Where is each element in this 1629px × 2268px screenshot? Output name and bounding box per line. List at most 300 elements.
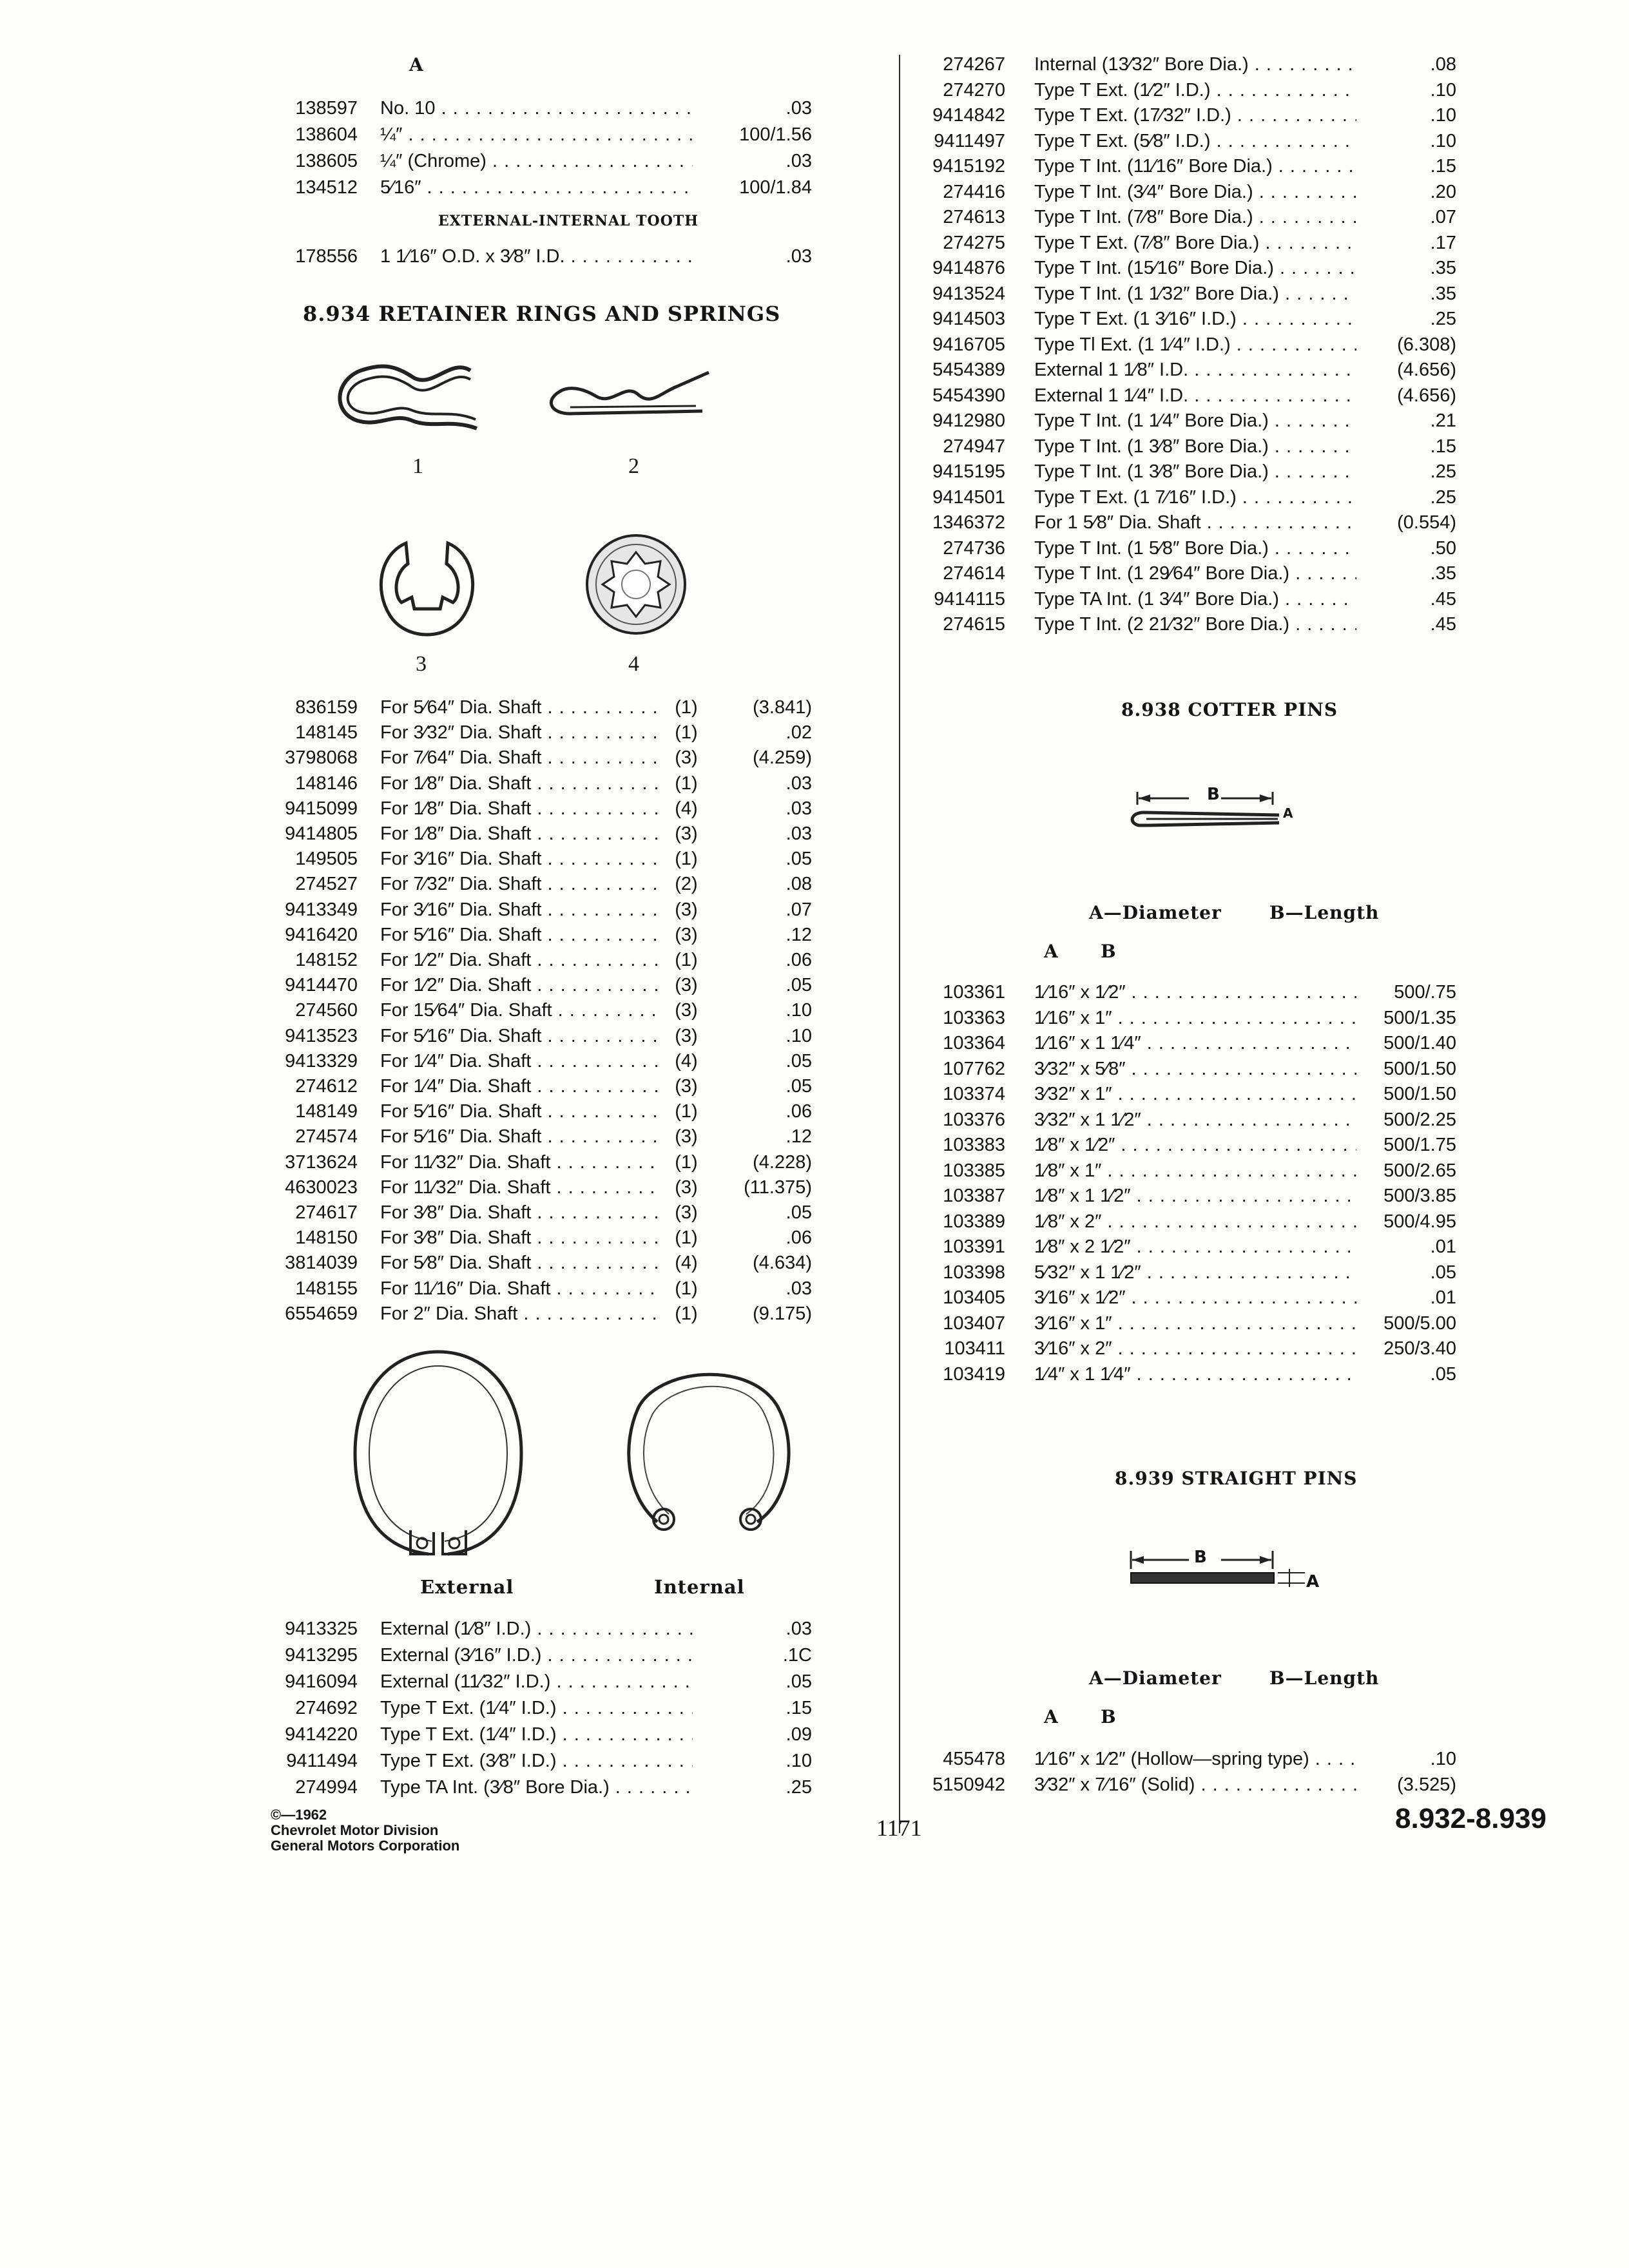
parts-row: [912, 434, 1466, 459]
part-number: 9415099: [285, 798, 358, 819]
part-description: For 11⁄32″ Dia. Shaft . . .: [380, 1149, 657, 1175]
parts-row: [271, 1023, 825, 1049]
part-price: .01: [1430, 1236, 1456, 1257]
part-price: 500/1.40: [1383, 1033, 1456, 1053]
parts-row: [912, 357, 1466, 383]
part-number: 138605: [295, 151, 358, 171]
part-price: .05: [1430, 1262, 1456, 1283]
part-price: 250/3.40: [1383, 1338, 1456, 1359]
parts-row: [912, 1158, 1466, 1184]
part-price: (4.656): [1397, 360, 1456, 380]
part-description: Type T Int. (15⁄16″ Bore Dia.) . . .: [1034, 255, 1356, 281]
division-line: Chevrolet Motor Division: [271, 1822, 439, 1838]
part-quantity: (3): [675, 1076, 698, 1097]
part-price: .05: [786, 1076, 812, 1097]
parts-row: [271, 997, 825, 1023]
part-description: 1 1⁄16″ O.D. x 3⁄8″ I.D. . . .: [380, 244, 693, 269]
part-number: 9414501: [932, 486, 1005, 508]
parts-row: [271, 1250, 825, 1276]
part-description: For 7⁄64″ Dia. Shaft . . .: [380, 745, 657, 771]
cotter-legend-diameter: A—Diameter: [1089, 902, 1222, 923]
part-description: Type T Int. (1 1⁄32″ Bore Dia.) . . .: [1034, 281, 1356, 307]
part-description: 1⁄4″ x 1 1⁄4″ . . .: [1034, 1361, 1356, 1387]
part-number: 9414470: [285, 975, 358, 996]
part-price: .50: [1430, 537, 1456, 559]
part-description: Type TA Int. (3⁄8″ Bore Dia.) . . .: [380, 1774, 693, 1800]
straight-figure-b-label: B: [1194, 1548, 1207, 1567]
part-price: .08: [786, 874, 812, 895]
part-description: For 1⁄2″ Dia. Shaft . . .: [380, 972, 657, 998]
part-description: For 1⁄4″ Dia. Shaft . . .: [380, 1048, 657, 1074]
part-number: 103405: [943, 1287, 1005, 1308]
figure-4-push-nut-drawing: [583, 532, 689, 638]
part-description: External (11⁄32″ I.D.) . . .: [380, 1669, 693, 1695]
parts-row: [271, 972, 825, 998]
part-description: ¼″ . . .: [380, 122, 693, 148]
parts-row: [271, 122, 825, 148]
parts-row: [271, 1642, 825, 1668]
part-price: .05: [786, 849, 812, 870]
part-description: For 5⁄16″ Dia. Shaft . . .: [380, 1099, 657, 1124]
part-number: 274994: [295, 1777, 358, 1798]
parts-row: [912, 1311, 1466, 1336]
part-price: 500/2.25: [1383, 1109, 1456, 1130]
part-description: For 1⁄8″ Dia. Shaft . . .: [380, 821, 657, 847]
part-price: (11.375): [744, 1177, 812, 1198]
parts-row: [912, 332, 1466, 358]
part-number: 9414220: [285, 1724, 358, 1745]
part-price: .05: [786, 1202, 812, 1223]
parts-row: [271, 1616, 825, 1642]
part-quantity: (3): [675, 823, 698, 844]
part-description: For 11⁄32″ Dia. Shaft . . .: [380, 1175, 657, 1200]
part-quantity: (1): [675, 1151, 698, 1173]
part-number: 5150942: [932, 1774, 1005, 1795]
internal-ring-drawing: [619, 1353, 796, 1559]
straight-figure-a-label: A: [1306, 1572, 1320, 1591]
parts-row: [271, 148, 825, 174]
part-price: .10: [1430, 79, 1456, 101]
parts-row: [271, 175, 825, 200]
part-number: 103391: [943, 1236, 1005, 1257]
part-number: 274614: [943, 563, 1005, 584]
parts-row: [912, 1107, 1466, 1133]
parts-row: [912, 52, 1466, 77]
part-number: 274270: [943, 79, 1005, 101]
figure-1-label: 1: [412, 454, 423, 478]
part-description: Type T Int. (1 5⁄8″ Bore Dia.) . . .: [1034, 535, 1356, 561]
parts-row: [912, 1183, 1466, 1209]
parts-row: [912, 153, 1466, 179]
part-price: (3.525): [1397, 1774, 1456, 1795]
part-price: .02: [786, 722, 812, 744]
part-number: 274267: [943, 54, 1005, 75]
part-quantity: (1): [675, 1303, 698, 1324]
cotter-figure-b-label: B: [1207, 785, 1220, 804]
part-number: 9412980: [932, 410, 1005, 431]
part-description: 1⁄16″ x 1⁄2″ . . .: [1034, 979, 1356, 1005]
corporation-line: General Motors Corporation: [271, 1838, 460, 1854]
figure-3-label: 3: [416, 652, 427, 676]
part-number: 103389: [943, 1211, 1005, 1232]
parts-row: [912, 586, 1466, 612]
cotter-legend-length: B—Length: [1269, 902, 1380, 923]
straight-col-b: B: [1101, 1706, 1117, 1727]
part-description: Type T Int. (1 3⁄8″ Bore Dia.) . . .: [1034, 459, 1356, 485]
part-price: 500/1.75: [1383, 1135, 1456, 1155]
part-description: Type T Ext. (5⁄8″ I.D.) . . .: [1034, 128, 1356, 154]
part-price: .03: [786, 1278, 812, 1299]
part-price: 500/3.85: [1383, 1186, 1456, 1206]
parts-row: [271, 1669, 825, 1695]
part-number: 274560: [295, 1000, 358, 1021]
part-quantity: (3): [675, 747, 698, 769]
retainer-section-title: 8.934 RETAINER RINGS AND SPRINGS: [303, 302, 781, 326]
part-number: 9414805: [285, 823, 358, 844]
part-price: .10: [786, 1000, 812, 1021]
part-quantity: (1): [675, 1101, 698, 1122]
part-number: 9414115: [934, 588, 1005, 610]
part-price: .10: [1430, 105, 1456, 126]
parts-row: [912, 230, 1466, 256]
part-description: For 5⁄16″ Dia. Shaft . . .: [380, 1023, 657, 1049]
part-number: 274613: [943, 207, 1005, 227]
part-description: For 1⁄8″ Dia. Shaft . . .: [380, 796, 657, 822]
part-number: 274736: [943, 537, 1005, 559]
part-number: 134512: [295, 177, 358, 198]
parts-row: [271, 1200, 825, 1225]
part-description: For 3⁄16″ Dia. Shaft . . .: [380, 897, 657, 923]
part-quantity: (1): [675, 849, 698, 870]
parts-row: [271, 1175, 825, 1200]
part-price: .03: [786, 773, 812, 794]
part-description: Type T Int. (7⁄8″ Bore Dia.) . . .: [1034, 204, 1356, 230]
part-price: .25: [1430, 461, 1456, 482]
part-number: 148145: [295, 722, 358, 744]
part-description: 3⁄16″ x 2″ . . .: [1034, 1336, 1356, 1361]
part-description: Type T Int. (2 21⁄32″ Bore Dia.) . . .: [1034, 611, 1356, 637]
part-price: .01: [1430, 1287, 1456, 1308]
part-description: Type T Ext. (1⁄4″ I.D.) . . .: [380, 1695, 693, 1721]
part-description: 1⁄16″ x 1″ . . .: [1034, 1005, 1356, 1031]
part-description: For 15⁄64″ Dia. Shaft . . .: [380, 997, 657, 1023]
part-quantity: (4): [675, 798, 698, 819]
part-number: 103376: [943, 1109, 1005, 1130]
parts-row: [912, 1132, 1466, 1158]
part-price: .07: [1430, 207, 1456, 227]
parts-row: [912, 1005, 1466, 1031]
part-price: .03: [786, 98, 812, 119]
page-number: 1171: [876, 1815, 922, 1841]
part-number: 3798068: [285, 747, 358, 769]
straight-legend-diameter: A—Diameter: [1089, 1667, 1222, 1689]
part-price: 500/5.00: [1383, 1312, 1456, 1334]
part-price: 500/1.50: [1383, 1084, 1456, 1104]
parts-row: [912, 535, 1466, 561]
part-price: .10: [1430, 1749, 1456, 1769]
part-description: Internal (13⁄32″ Bore Dia.) . . .: [1034, 52, 1356, 77]
part-description: No. 10 . . .: [380, 95, 693, 121]
part-description: 3⁄16″ x 1⁄2″ . . .: [1034, 1285, 1356, 1311]
part-number: 148155: [295, 1278, 358, 1299]
part-description: Type T Int. (11⁄16″ Bore Dia.) . . .: [1034, 153, 1356, 179]
cotter-section-title: 8.938 COTTER PINS: [1121, 699, 1338, 720]
parts-row: [912, 1772, 1466, 1798]
part-description: 3⁄32″ x 1 1⁄2″ . . .: [1034, 1107, 1356, 1133]
parts-row: [271, 796, 825, 822]
parts-row: [912, 1361, 1466, 1387]
part-description: For 1⁄4″ Dia. Shaft . . .: [380, 1073, 657, 1099]
part-description: 1⁄8″ x 1 1⁄2″ . . .: [1034, 1183, 1356, 1209]
part-description: External 1 1⁄4″ I.D. . . .: [1034, 383, 1356, 408]
part-number: 148149: [295, 1101, 358, 1122]
part-price: .05: [1430, 1363, 1456, 1385]
part-description: Type T Int. (1 29⁄64″ Bore Dia.) . . .: [1034, 561, 1356, 586]
parts-row: [912, 1746, 1466, 1772]
part-price: (4.259): [753, 747, 812, 769]
part-price: .25: [1430, 309, 1456, 329]
parts-row: [912, 1209, 1466, 1235]
part-number: 9413349: [285, 899, 358, 920]
part-description: 3⁄32″ x 7⁄16″ (Solid) . . .: [1034, 1772, 1356, 1798]
part-price: 500/1.35: [1383, 1007, 1456, 1028]
part-price: .07: [786, 899, 812, 920]
part-description: For 7⁄32″ Dia. Shaft . . .: [380, 871, 657, 897]
parts-row: [271, 821, 825, 847]
parts-row: [271, 1695, 825, 1721]
part-description: For 3⁄32″ Dia. Shaft . . .: [380, 720, 657, 745]
parts-row: [271, 1149, 825, 1175]
part-number: 3713624: [285, 1151, 358, 1173]
part-description: Type T Ext. (7⁄8″ Bore Dia.) . . .: [1034, 230, 1356, 256]
part-price: .03: [786, 823, 812, 844]
parts-row: [912, 408, 1466, 434]
part-description: Type TA Int. (1 3⁄4″ Bore Dia.) . . .: [1034, 586, 1356, 612]
external-ring-label: External: [420, 1576, 514, 1598]
part-quantity: (1): [675, 773, 698, 794]
part-description: External (3⁄16″ I.D.) . . .: [380, 1642, 693, 1668]
part-price: (3.841): [753, 697, 812, 718]
part-quantity: (2): [675, 874, 698, 895]
part-description: 3⁄16″ x 1″ . . .: [1034, 1311, 1356, 1336]
part-description: 1⁄8″ x 1″ . . .: [1034, 1158, 1356, 1184]
part-description: External 1 1⁄8″ I.D. . . .: [1034, 357, 1356, 383]
part-description: Type T Ext. (1⁄2″ I.D.) . . .: [1034, 77, 1356, 103]
parts-row: [271, 771, 825, 796]
part-number: 5454390: [932, 385, 1005, 406]
part-number: 836159: [295, 697, 358, 718]
parts-row: [271, 1301, 825, 1327]
part-number: 149505: [295, 849, 358, 870]
part-number: 178556: [295, 246, 358, 267]
part-description: 1⁄16″ x 1⁄2″ (Hollow—spring type) . . .: [1034, 1746, 1356, 1772]
external-ring-drawing: [351, 1347, 525, 1559]
part-price: .05: [786, 975, 812, 996]
part-number: 274612: [295, 1076, 358, 1097]
part-number: 4630023: [285, 1177, 358, 1198]
part-price: .05: [786, 1050, 812, 1072]
part-quantity: (3): [675, 899, 698, 920]
parts-row: [912, 1056, 1466, 1082]
part-price: .12: [786, 1126, 812, 1148]
part-price: (4.228): [753, 1151, 812, 1173]
part-number: 9413523: [285, 1025, 358, 1046]
part-quantity: (3): [675, 975, 698, 996]
part-description: 1⁄8″ x 2″ . . .: [1034, 1209, 1356, 1235]
part-description: 1⁄16″ x 1 1⁄4″ . . .: [1034, 1030, 1356, 1056]
part-description: For 5⁄8″ Dia. Shaft . . .: [380, 1250, 657, 1276]
part-number: 1346372: [932, 512, 1005, 533]
part-description: 1⁄8″ x 1⁄2″ . . .: [1034, 1132, 1356, 1158]
part-price: 500/4.95: [1383, 1211, 1456, 1232]
parts-row: [912, 1081, 1466, 1107]
external-internal-tooth-heading: EXTERNAL-INTERNAL TOOTH: [438, 213, 699, 229]
part-price: .10: [786, 1025, 812, 1046]
part-number: 9413325: [285, 1619, 358, 1639]
parts-row: [912, 204, 1466, 230]
part-number: 9411494: [286, 1751, 358, 1771]
parts-row: [271, 1048, 825, 1074]
part-description: ¼″ (Chrome) . . .: [380, 148, 693, 174]
straight-legend-length: B—Length: [1269, 1667, 1380, 1689]
parts-row: [271, 871, 825, 897]
parts-row: [912, 1030, 1466, 1056]
part-number: 9415192: [932, 156, 1005, 177]
parts-row: [912, 128, 1466, 154]
parts-row: [912, 1336, 1466, 1361]
part-quantity: (3): [675, 1126, 698, 1148]
part-number: 138597: [295, 98, 358, 119]
parts-row: [271, 1722, 825, 1747]
parts-row: [912, 611, 1466, 637]
part-price: 100/1.56: [739, 124, 812, 145]
parts-row: [271, 947, 825, 973]
parts-row: [912, 1234, 1466, 1260]
part-number: 9414503: [932, 309, 1005, 329]
part-number: 148152: [295, 950, 358, 970]
part-price: .25: [786, 1777, 812, 1798]
cotter-figure-a-label: A: [1283, 805, 1293, 821]
part-quantity: (4): [675, 1253, 698, 1274]
part-number: 148146: [295, 773, 358, 794]
part-quantity: (1): [675, 1227, 698, 1249]
part-number: 103374: [943, 1084, 1005, 1104]
part-price: .03: [786, 798, 812, 819]
part-number: 9416094: [285, 1671, 358, 1692]
part-number: 103385: [943, 1160, 1005, 1181]
parts-row: [271, 1748, 825, 1774]
part-number: 103407: [943, 1312, 1005, 1334]
parts-row: [271, 695, 825, 720]
part-price: (9.175): [753, 1303, 812, 1324]
part-price: 500/2.65: [1383, 1160, 1456, 1181]
part-description: For 1⁄8″ Dia. Shaft . . .: [380, 771, 657, 796]
part-quantity: (1): [675, 950, 698, 970]
part-price: .03: [786, 246, 812, 267]
section-range: 8.932-8.939: [1395, 1803, 1547, 1834]
parts-row: [271, 95, 825, 121]
part-number: 148150: [295, 1227, 358, 1249]
part-price: .05: [786, 1671, 812, 1692]
copyright-line: ©—1962: [271, 1807, 327, 1823]
straight-section-title: 8.939 STRAIGHT PINS: [1115, 1468, 1358, 1489]
part-number: 9413329: [285, 1050, 358, 1072]
part-number: 274617: [295, 1202, 358, 1223]
part-number: 103361: [943, 982, 1005, 1003]
part-quantity: (1): [675, 697, 698, 718]
part-price: .25: [1430, 486, 1456, 508]
part-description: For 3⁄8″ Dia. Shaft . . .: [380, 1200, 657, 1225]
part-price: (4.634): [753, 1253, 812, 1274]
part-description: Type T Ext. (17⁄32″ I.D.) . . .: [1034, 102, 1356, 128]
part-description: Type T Ext. (1⁄4″ I.D.) . . .: [380, 1722, 693, 1747]
part-quantity: (1): [675, 1278, 698, 1299]
part-number: 274615: [943, 614, 1005, 635]
part-price: .15: [1430, 436, 1456, 457]
parts-row: [271, 897, 825, 923]
part-quantity: (1): [675, 722, 698, 744]
cotter-col-a: A: [1044, 941, 1059, 962]
cotter-pin-drawing: [1124, 783, 1331, 834]
part-number: 274947: [943, 436, 1005, 457]
part-number: 9413524: [932, 283, 1005, 304]
part-price: .45: [1430, 614, 1456, 635]
part-price: (6.308): [1397, 334, 1456, 355]
straight-col-a: A: [1044, 1706, 1059, 1727]
part-price: .21: [1430, 410, 1456, 431]
part-price: 500/.75: [1394, 982, 1456, 1003]
part-description: For 1 5⁄8″ Dia. Shaft . . .: [1034, 510, 1356, 535]
figure-2-hairpin-clip-drawing: [541, 361, 715, 432]
part-price: .35: [1430, 563, 1456, 584]
figure-2-label: 2: [628, 454, 639, 478]
part-description: Type T Int. (1 1⁄4″ Bore Dia.) . . .: [1034, 408, 1356, 434]
part-price: (0.554): [1397, 512, 1456, 533]
part-number: 103363: [943, 1007, 1005, 1028]
parts-row: [271, 745, 825, 771]
part-price: .20: [1430, 181, 1456, 202]
part-description: For 5⁄16″ Dia. Shaft . . .: [380, 922, 657, 948]
part-price: .45: [1430, 588, 1456, 610]
parts-row: [912, 510, 1466, 535]
parts-row: [271, 1124, 825, 1149]
part-price: .12: [786, 924, 812, 945]
parts-row: [912, 459, 1466, 485]
section-heading-a: A: [409, 54, 424, 75]
parts-row: [271, 244, 825, 269]
part-price: .35: [1430, 258, 1456, 278]
part-price: (4.656): [1397, 385, 1456, 406]
part-number: 103398: [943, 1262, 1005, 1283]
part-number: 103387: [943, 1186, 1005, 1206]
part-description: 1⁄8″ x 2 1⁄2″ . . .: [1034, 1234, 1356, 1260]
part-number: 9414876: [932, 258, 1005, 278]
part-price: .03: [786, 151, 812, 171]
parts-row: [271, 922, 825, 948]
figure-3-e-clip-drawing: [371, 538, 483, 644]
part-description: External (1⁄8″ I.D.) . . .: [380, 1616, 693, 1642]
part-description: For 5⁄64″ Dia. Shaft . . .: [380, 695, 657, 720]
part-description: For 3⁄8″ Dia. Shaft . . .: [380, 1225, 657, 1251]
part-price: .06: [786, 1101, 812, 1122]
parts-row: [912, 979, 1466, 1005]
part-quantity: (4): [675, 1050, 698, 1072]
part-number: 274416: [943, 181, 1005, 202]
part-quantity: (3): [675, 1177, 698, 1198]
part-description: Type T Int. (1 3⁄8″ Bore Dia.) . . .: [1034, 434, 1356, 459]
parts-row: [271, 1073, 825, 1099]
parts-row: [271, 1774, 825, 1800]
